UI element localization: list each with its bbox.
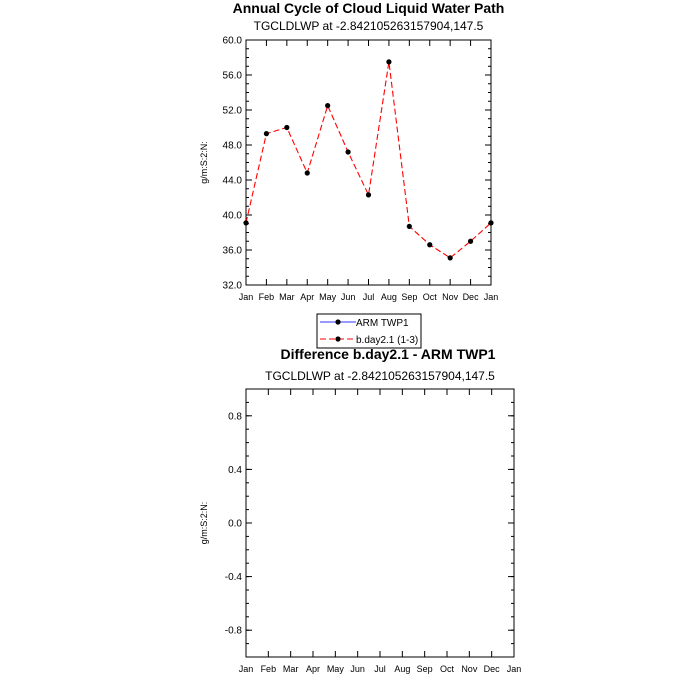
- y-tick-label: 48.0: [222, 140, 242, 152]
- data-point: [345, 149, 350, 154]
- x-tick-label: Jan: [238, 292, 254, 302]
- y-axis-label: g/m:S:2:N:: [199, 501, 209, 545]
- data-point: [488, 220, 493, 225]
- x-tick-label: Jun: [350, 664, 365, 674]
- y-tick-label: 0.0: [228, 518, 242, 530]
- series-line: [246, 62, 491, 258]
- x-tick-label: Nov: [442, 292, 459, 302]
- x-tick-label: Dec: [462, 292, 479, 302]
- y-axis-label: g/m:S:2:N:: [199, 141, 209, 184]
- plot-frame: [246, 40, 491, 285]
- x-tick-label: Dec: [483, 664, 500, 674]
- x-tick-label: Feb: [258, 292, 275, 302]
- data-point: [366, 192, 371, 197]
- chart-subtitle: TGCLDLWP at -2.842105263157904,147.5: [265, 369, 495, 383]
- legend: [317, 314, 421, 348]
- x-tick-label: Jan: [483, 292, 499, 302]
- x-tick-label: Jan: [506, 664, 522, 674]
- x-tick-label: Jan: [238, 664, 254, 674]
- x-tick-label: Apr: [305, 664, 321, 674]
- x-tick-label: Mar: [282, 664, 299, 674]
- data-point: [468, 239, 473, 244]
- data-point: [264, 131, 269, 136]
- y-tick-label: 60.0: [222, 35, 242, 47]
- data-point: [427, 242, 432, 247]
- legend-label: ARM TWP1: [356, 318, 409, 329]
- chart-title: Difference b.day2.1 - ARM TWP1: [280, 346, 496, 362]
- data-point: [243, 220, 248, 225]
- x-tick-label: Oct: [422, 292, 437, 302]
- annual-cycle-panel: [199, 0, 504, 302]
- chart-subtitle: TGCLDLWP at -2.842105263157904,147.5: [253, 19, 484, 33]
- y-tick-label: 32.0: [222, 280, 242, 292]
- y-tick-label: 44.0: [222, 175, 242, 187]
- data-point: [284, 125, 289, 130]
- y-tick-label: -0.8: [224, 625, 242, 637]
- difference-panel: [199, 346, 521, 674]
- x-tick-label: Jun: [340, 292, 356, 302]
- data-point: [386, 59, 391, 64]
- x-tick-label: Mar: [279, 292, 295, 302]
- x-tick-label: Oct: [439, 664, 455, 674]
- data-point: [407, 224, 412, 229]
- x-tick-label: Sep: [416, 664, 433, 674]
- y-tick-label: 36.0: [222, 245, 242, 257]
- legend-label: b.day2.1 (1-3): [356, 335, 419, 346]
- x-tick-label: Apr: [300, 292, 315, 302]
- y-tick-label: 40.0: [222, 210, 242, 222]
- y-tick-label: -0.4: [224, 572, 242, 584]
- x-tick-label: Nov: [461, 664, 478, 674]
- x-tick-label: Sep: [401, 292, 418, 302]
- data-point: [325, 103, 330, 108]
- x-tick-label: Jul: [374, 664, 386, 674]
- x-tick-label: Jul: [362, 292, 375, 302]
- chart-title: Annual Cycle of Cloud Liquid Water Path: [232, 0, 505, 16]
- legend-marker: [335, 336, 340, 341]
- x-tick-label: May: [319, 292, 337, 302]
- x-tick-label: May: [326, 664, 344, 674]
- y-tick-label: 0.4: [228, 464, 242, 476]
- y-tick-label: 52.0: [222, 105, 242, 117]
- y-tick-label: 56.0: [222, 70, 242, 82]
- x-tick-label: Feb: [260, 664, 277, 674]
- x-tick-label: Aug: [380, 292, 397, 302]
- data-point: [305, 170, 310, 175]
- data-point: [448, 255, 453, 260]
- legend-marker: [335, 319, 340, 324]
- plot-frame: [246, 389, 514, 657]
- x-tick-label: Aug: [394, 664, 411, 674]
- y-tick-label: 0.8: [228, 411, 242, 423]
